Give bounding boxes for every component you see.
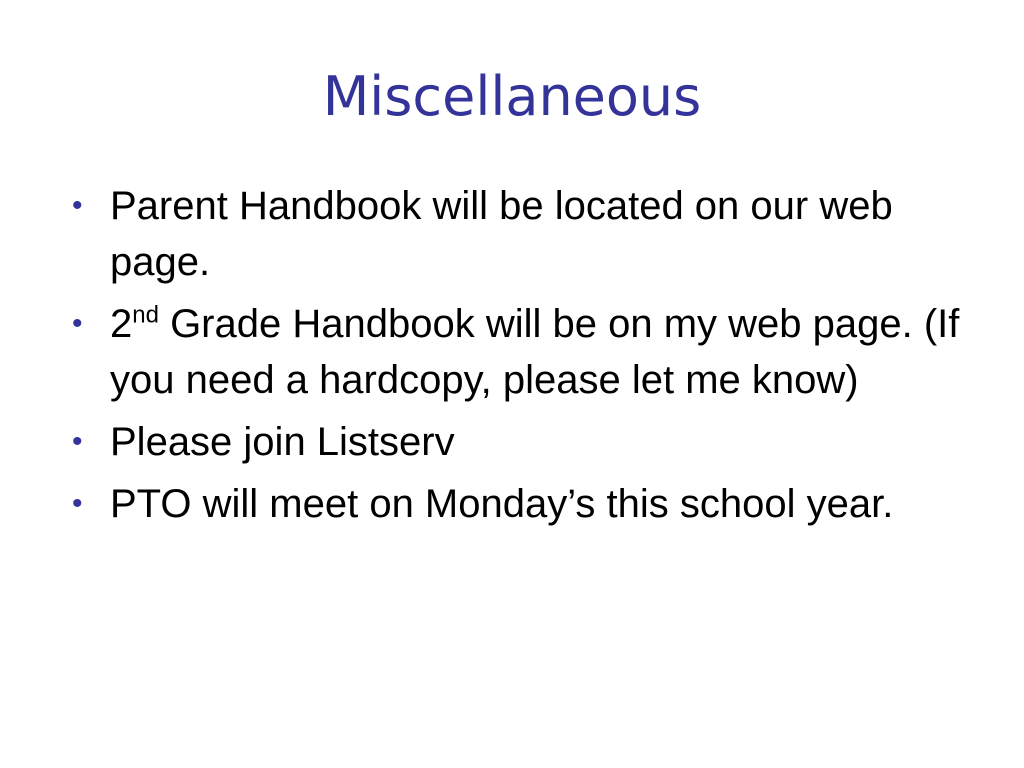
bullet-item-grade-handbook xyxy=(72,296,972,408)
bullet-dot-icon: • xyxy=(72,425,83,458)
bullet-dot-icon: • xyxy=(72,307,83,340)
bullet-text-ordinal-suffix: nd xyxy=(132,301,159,329)
bullet-item-pto xyxy=(72,476,972,532)
bullet-text: Please join Listserv xyxy=(110,420,455,464)
bullet-text: PTO will meet on Monday’s this school year. xyxy=(110,482,894,526)
bullet-item-listserv xyxy=(72,414,972,470)
bullet-item-handbook xyxy=(72,178,972,290)
bullet-list xyxy=(72,178,972,538)
bullet-dot-icon: • xyxy=(72,487,83,520)
bullet-text-number: 2 xyxy=(110,302,133,346)
bullet-dot-icon: • xyxy=(72,189,83,222)
slide-title: Miscellaneous xyxy=(322,65,702,128)
bullet-text: Parent Handbook will be located on our web page. xyxy=(110,184,893,284)
bullet-text: Grade Handbook will be on my web page. (If you need a hardcopy, please let me know) xyxy=(110,302,960,402)
